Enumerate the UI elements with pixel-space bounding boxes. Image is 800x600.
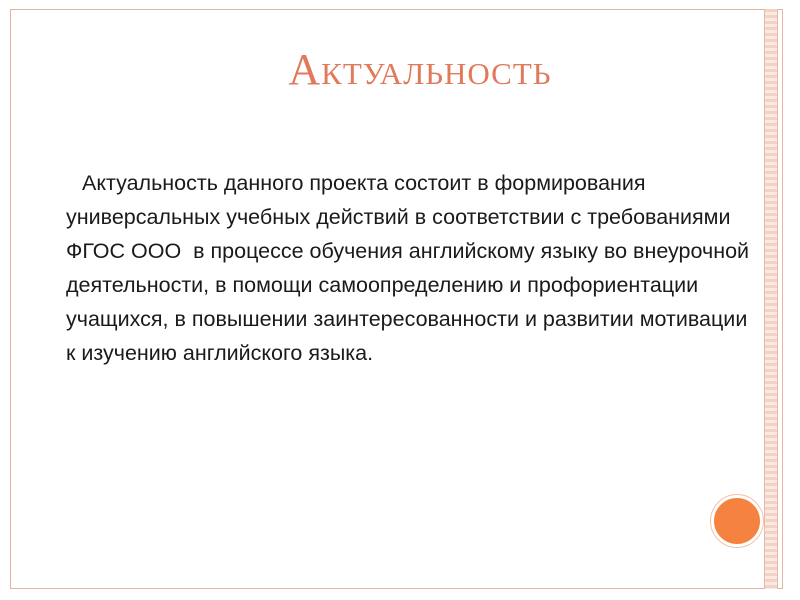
slide-body-text: Актуальность данного проекта состоит в формирования универсальных учебных действий в соответствии с требованиями ФГОС ООО в процессе обучения английскому языку во внеурочной деятельности, в помощи самоопределению и профориентации учащихся, в повышении заинтересованности и развитии мотивации к изучению английского языка. [66,171,756,365]
slide-title: Актуальность [288,45,552,94]
decorative-circle-icon [711,495,763,547]
decorative-side-stripe [764,9,778,589]
